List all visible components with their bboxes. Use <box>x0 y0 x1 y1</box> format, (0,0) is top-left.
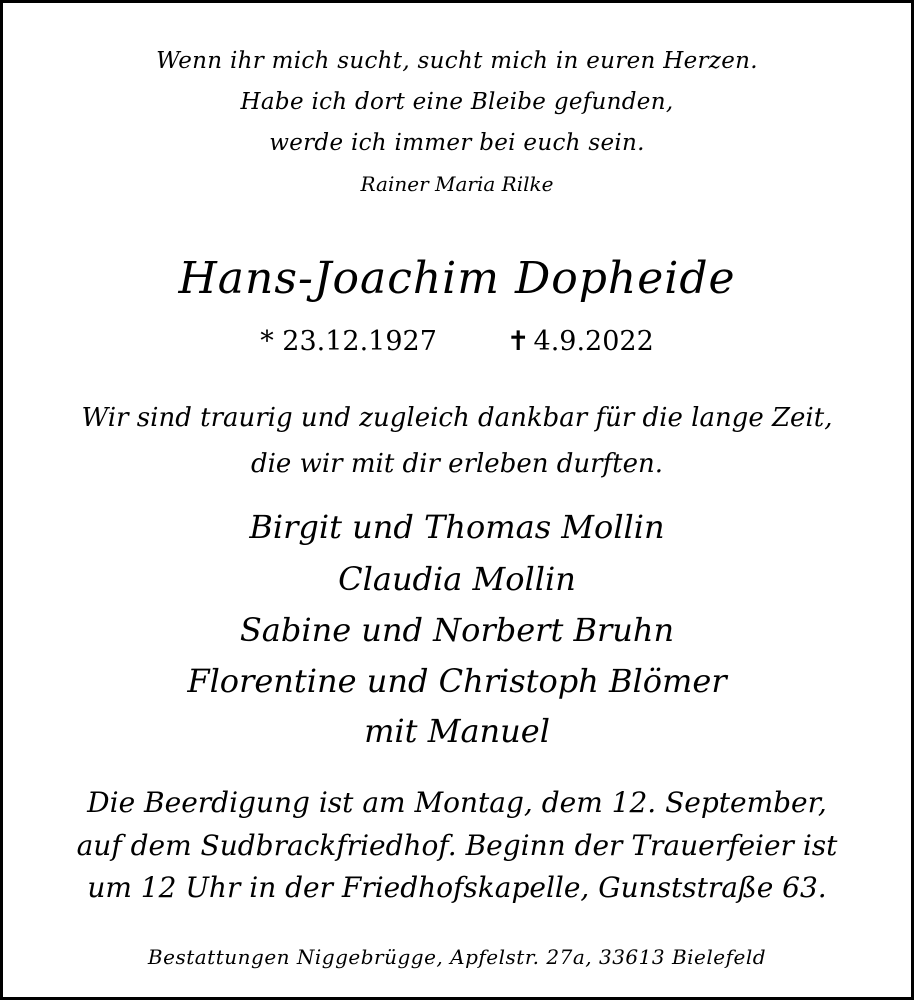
poem-line-1: Wenn ihr mich sucht, sucht mich in euren Herzen. <box>156 48 758 74</box>
funeral-line-1: Die Beerdigung ist am Montag, dem 12. September, <box>87 786 827 819</box>
funeral-line-3: um 12 Uhr in der Friedhofskapelle, Gunststraße 63. <box>87 871 827 904</box>
deceased-name: Hans-Joachim Dopheide <box>178 253 736 304</box>
mourner-line: Birgit und Thomas Mollin <box>249 508 665 546</box>
mourner-line: mit Manuel <box>364 712 550 750</box>
death-date: 4.9.2022 <box>533 326 654 357</box>
funeral-line-2: auf dem Sudbrackfriedhof. Beginn der Trauerfeier ist <box>76 829 838 862</box>
funeral-home-footer: Bestattungen Niggebrügge, Apfelstr. 27a, 33613 Bielefeld <box>147 945 767 969</box>
life-dates <box>3 328 911 355</box>
poem-line-3: werde ich immer bei euch sein. <box>269 130 645 156</box>
mourner-line: Sabine und Norbert Bruhn <box>239 611 675 649</box>
birth-date: * 23.12.1927 <box>260 326 437 357</box>
message-line-2: die wir mit dir erleben durften. <box>250 449 664 479</box>
mourner-line: Florentine und Christoph Blömer <box>187 662 727 700</box>
mourner-line: Claudia Mollin <box>338 560 576 598</box>
cross-icon: ✝ <box>506 326 530 357</box>
poem-line-2: Habe ich dort eine Bleibe gefunden, <box>240 89 674 115</box>
poem-author: Rainer Maria Rilke <box>360 172 554 196</box>
message-line-1: Wir sind traurig und zugleich dankbar für die lange Zeit, <box>81 403 833 433</box>
